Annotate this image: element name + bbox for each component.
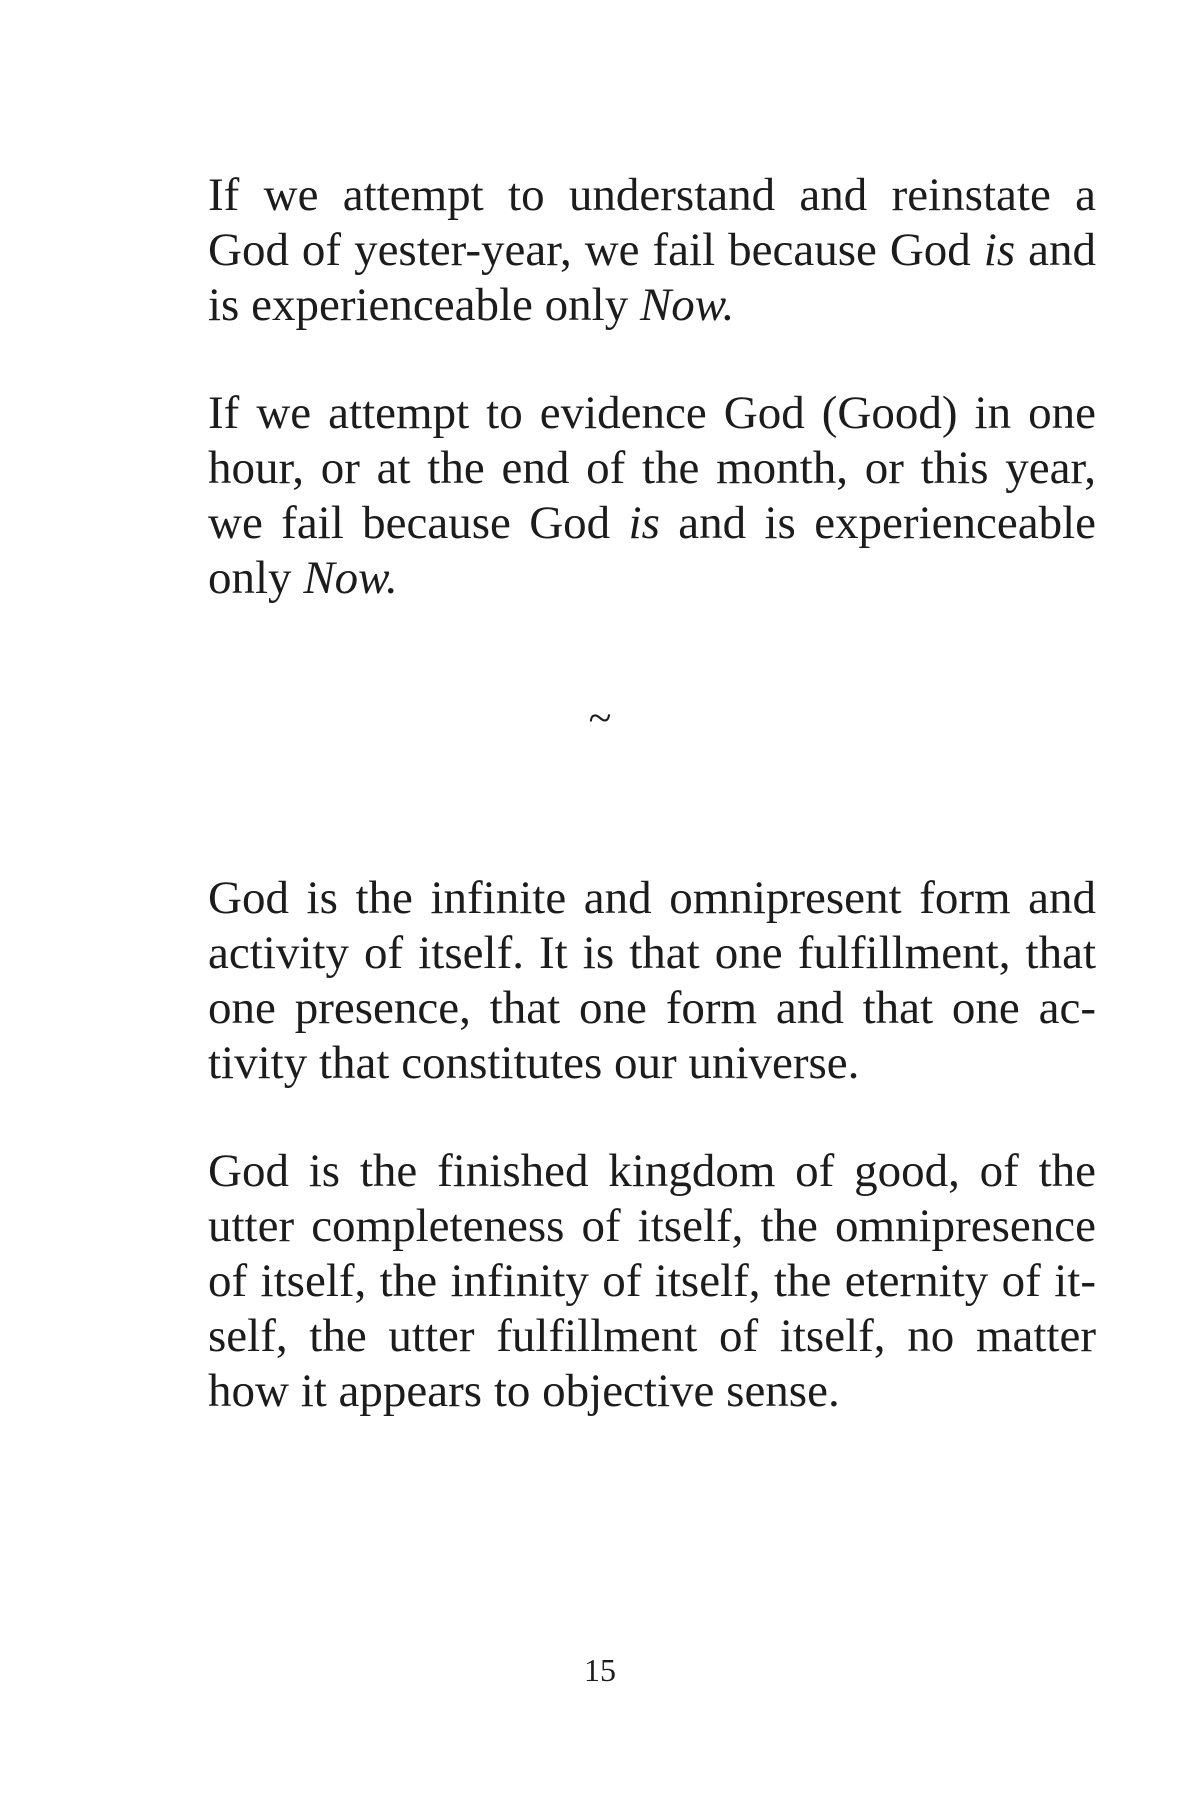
- text-run: and is experienceable only: [208, 497, 1096, 604]
- text-run: and is experienceable only: [208, 224, 1096, 331]
- italic-text-run: Now.: [303, 552, 398, 604]
- text-block-top: [208, 168, 1096, 606]
- paragraph-god-of-yester-year: [208, 168, 1096, 333]
- italic-text-run: is: [983, 224, 1016, 276]
- page-number: 15: [584, 1652, 616, 1688]
- paragraph-evidence-god: [208, 386, 1096, 606]
- section-divider: ~: [588, 696, 612, 742]
- text-run: God is the finished kingdom of good, of the utter completeness of itself, the omnipresence of itself, the infinity of itself, the eternity of itself, the utter fulfillment of itself, no matter how it appears to objective sense.: [208, 1145, 1096, 1417]
- italic-text-run: Now.: [639, 279, 735, 331]
- italic-text-run: is: [628, 497, 660, 549]
- text-run: If we attempt to understand and reinstate a God of yester-year, we fail because God: [208, 169, 1096, 276]
- text-run: God is the infinite and omnipresent form and activity of itself. It is that one fulfillment, that one presence, that one form and that one activity that constitutes our universe.: [208, 872, 1096, 1089]
- text-run: If we attempt to evidence God (Good) in one hour, or at the end of the month, or this year, we fail because God: [208, 387, 1096, 549]
- text-block-bottom: [208, 871, 1096, 1419]
- paragraph-infinite-form: [208, 871, 1096, 1091]
- paragraph-finished-kingdom: [208, 1144, 1096, 1419]
